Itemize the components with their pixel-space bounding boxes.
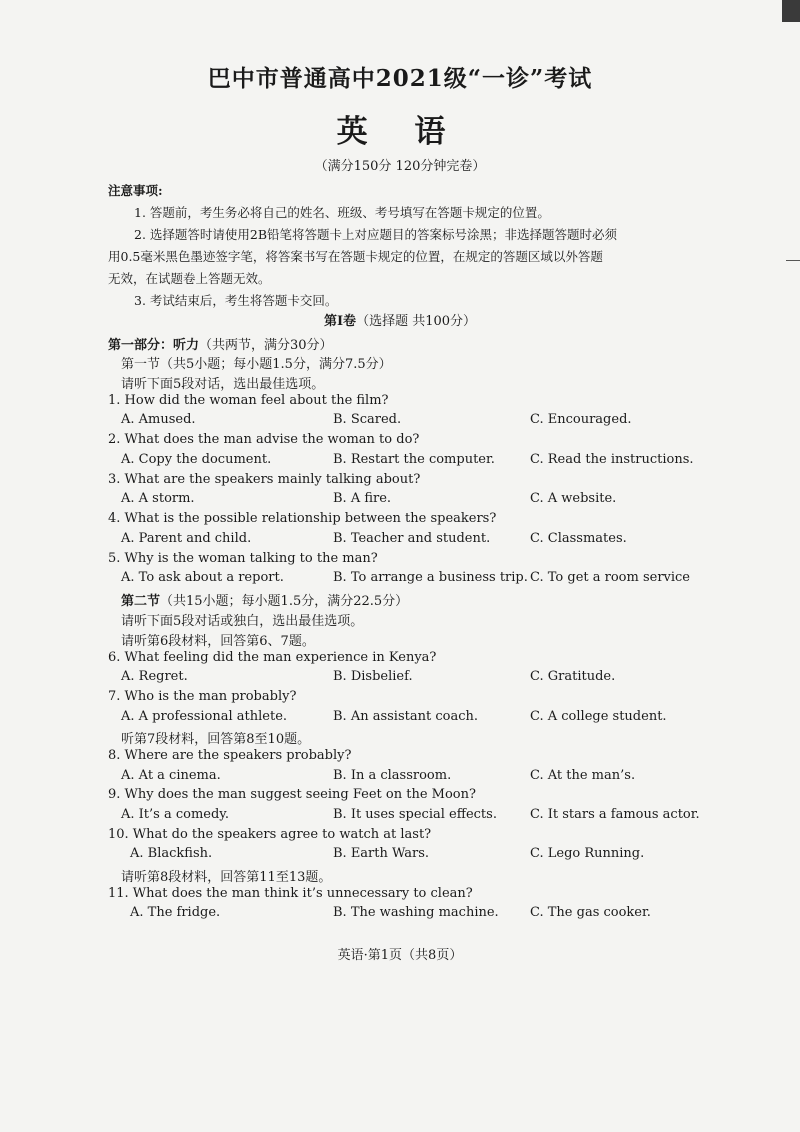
exam-subtitle: （满分150分 120分钟完卷） — [314, 159, 486, 174]
option-11a: A. The fridge. — [130, 905, 221, 920]
part1-heading-bold: 第一部分：听力 — [108, 338, 200, 353]
question-8: 8. Where are the speakers probably? — [108, 748, 352, 763]
notice-item-2-line-2: 用0.5毫米黑色墨迹签字笔，将答案书写在答题卡规定的位置，在规定的答题区域以外答题 — [108, 249, 603, 264]
option-6b: B. Disbelief. — [333, 669, 413, 684]
option-11b: B. The washing machine. — [333, 905, 499, 920]
notice-item-2-line-1: 2. 选择题答时请使用2B铅笔将答题卡上对应题目的答案标号涂黑；非选择题答题时必须 — [134, 227, 618, 242]
option-3b: B. A fire. — [333, 491, 392, 506]
scan-artifact — [782, 0, 800, 22]
option-8a: A. At a cinema. — [121, 768, 221, 783]
question-5: 5. Why is the woman talking to the man? — [108, 551, 378, 566]
option-10a: A. Blackfish. — [130, 846, 213, 861]
question-2: 2. What does the man advise the woman to do? — [108, 432, 420, 447]
section1-heading: 第一节（共5小题；每小题1.5分，满分7.5分） — [121, 357, 392, 372]
option-7c: C. A college student. — [530, 709, 667, 724]
option-4b: B. Teacher and student. — [333, 531, 491, 546]
exam-title: 巴中市普通高中2021级“一诊”考试 — [207, 65, 593, 92]
option-5c: C. To get a room service — [530, 570, 691, 585]
volume-title — [0, 310, 800, 329]
option-11c: C. The gas cooker. — [530, 905, 651, 920]
notice-heading: 注意事项: — [108, 183, 163, 198]
option-5b: B. To arrange a business trip. — [333, 570, 528, 585]
question-6: 6. What feeling did the man experience in Kenya? — [108, 650, 437, 665]
section1-instruction: 请听下面5段对话，选出最佳选项。 — [121, 377, 325, 392]
section2-heading-rest: （共15小题；每小题1.5分，满分22.5分） — [160, 594, 409, 609]
page-footer: 英语·第1页（共8页） — [337, 948, 463, 963]
part1-heading-rest: （共两节，满分30分） — [199, 338, 333, 353]
option-10c: C. Lego Running. — [530, 846, 645, 861]
option-7a: A. A professional athlete. — [121, 709, 288, 724]
option-8b: B. In a classroom. — [333, 768, 452, 783]
option-9c: C. It stars a famous actor. — [530, 807, 700, 822]
option-6c: C. Gratitude. — [530, 669, 616, 684]
scan-mark — [786, 260, 800, 261]
option-1c: C. Encouraged. — [530, 412, 632, 427]
option-9a: A. It’s a comedy. — [121, 807, 230, 822]
question-10: 10. What do the speakers agree to watch at last? — [108, 827, 432, 842]
option-1a: A. Amused. — [121, 412, 196, 427]
option-6a: A. Regret. — [121, 669, 188, 684]
notice-block — [108, 180, 698, 312]
section2-heading-bold: 第二节 — [121, 594, 161, 609]
option-7b: B. An assistant coach. — [333, 709, 478, 724]
volume-title-bold: 第Ⅰ卷 — [323, 314, 357, 329]
volume-title-rest: （选择题 共100分） — [356, 314, 477, 329]
option-4a: A. Parent and child. — [121, 531, 252, 546]
question-3: 3. What are the speakers mainly talking about? — [108, 472, 421, 487]
section2-material-8: 请听第8段材料，回答第11至13题。 — [121, 870, 332, 885]
notice-item-3: 3. 考试结束后，考生将答题卡交回。 — [134, 293, 338, 308]
subject-title: 英 语 — [336, 114, 464, 150]
option-2b: B. Restart the computer. — [333, 452, 495, 467]
option-3a: A. A storm. — [121, 491, 195, 506]
section2-heading — [121, 590, 408, 609]
section2-instruction: 请听下面5段对话或独白，选出最佳选项。 — [121, 614, 364, 629]
notice-item-2-line-3: 无效，在试题卷上答题无效。 — [108, 271, 271, 286]
question-9: 9. Why does the man suggest seeing Feet on the Moon? — [108, 787, 476, 802]
option-5a: A. To ask about a report. — [121, 570, 284, 585]
section2-material-6: 请听第6段材料，回答第6、7题。 — [121, 634, 315, 649]
option-2a: A. Copy the document. — [121, 452, 272, 467]
notice-item-1: 1. 答题前，考生务必将自己的姓名、班级、考号填写在答题卡规定的位置。 — [134, 205, 550, 220]
option-2c: C. Read the instructions. — [530, 452, 694, 467]
option-3c: C. A website. — [530, 491, 617, 506]
question-4: 4. What is the possible relationship between the speakers? — [108, 511, 497, 526]
question-7: 7. Who is the man probably? — [108, 689, 297, 704]
question-1: 1. How did the woman feel about the film? — [108, 393, 389, 408]
question-11: 11. What does the man think it’s unnecessary to clean? — [108, 886, 473, 901]
option-9b: B. It uses special effects. — [333, 807, 497, 822]
option-4c: C. Classmates. — [530, 531, 627, 546]
option-8c: C. At the man’s. — [530, 768, 636, 783]
option-10b: B. Earth Wars. — [333, 846, 430, 861]
part1-heading — [108, 334, 333, 353]
option-1b: B. Scared. — [333, 412, 402, 427]
section2-material-7: 听第7段材料，回答第8至10题。 — [121, 732, 311, 747]
